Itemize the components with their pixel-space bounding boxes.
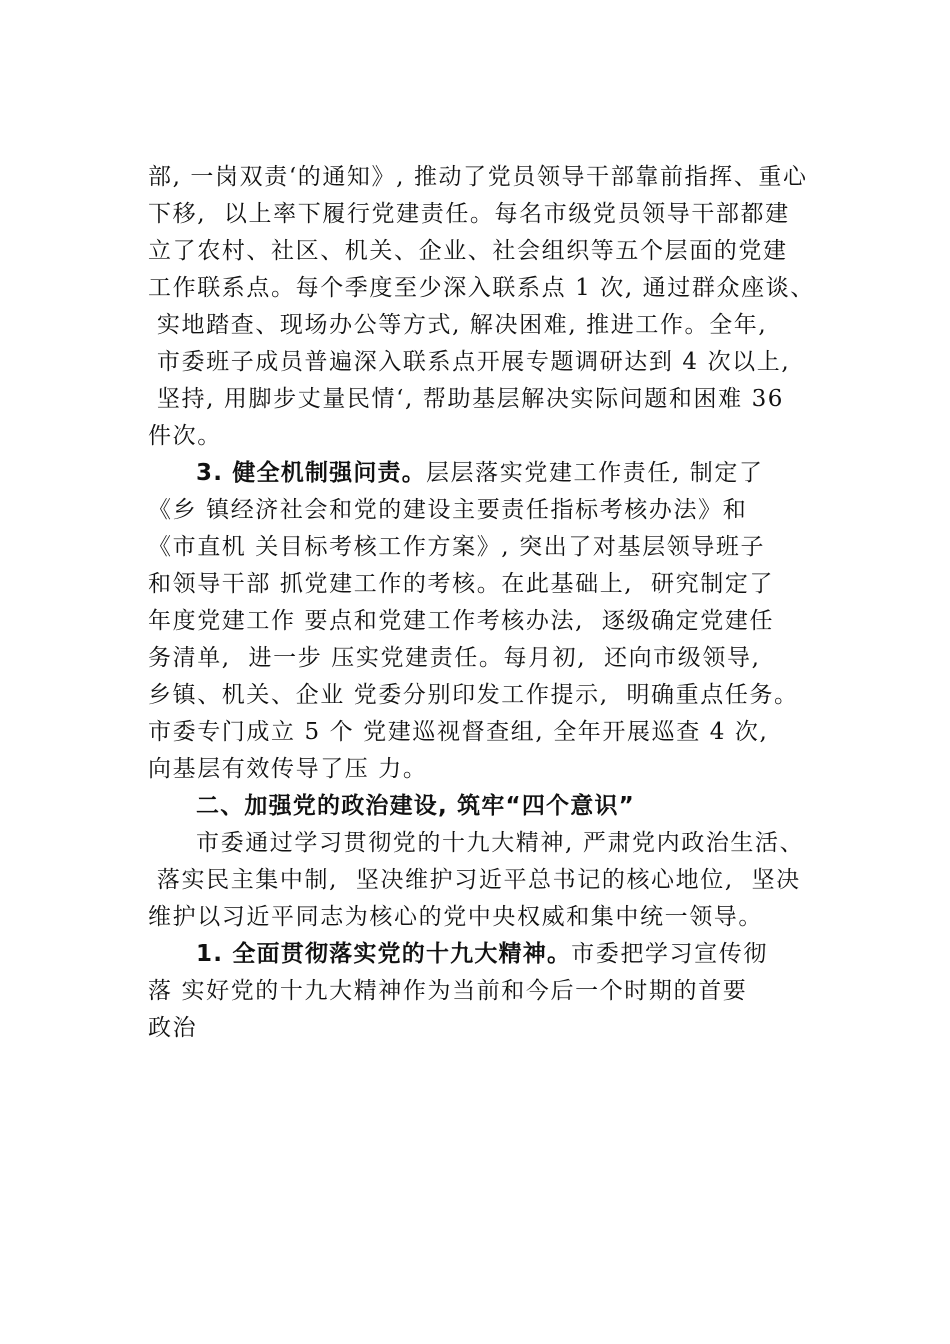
paragraph-line: 维护以习近平同志为核心的党中央权威和集中统一领导。 — [148, 904, 763, 930]
paragraph-line: 市委专门成立 5 个 党建巡视督查组, 全年开展巡查 4 次, — [148, 719, 769, 745]
subheading-line — [196, 939, 768, 969]
paragraph-line: 立了农村、社区、机关、企业、社会组织等五个层面的党建 — [148, 238, 788, 264]
subheading-1: 1. 全面贯彻落实党的十九大精神。 — [196, 941, 572, 967]
paragraph-line: 乡镇、机关、企业 党委分别印发工作提示, 明确重点任务。 — [148, 682, 799, 708]
paragraph-line: 落实民主集中制, 坚决维护习近平总书记的核心地位, 坚决 — [148, 867, 801, 893]
paragraph-line: 件次。 — [148, 423, 222, 449]
paragraph-line: 务清单, 进一步 压实党建责任。每月初, 还向市级领导, — [148, 645, 761, 671]
subheading-3: 3. 健全机制强问责。 — [196, 460, 426, 486]
paragraph-line: 《市直机 关目标考核工作方案》, 突出了对基层领导班子 — [148, 534, 766, 560]
paragraph-line: 和领导干部 抓党建工作的考核。在此基础上, 研究制定了 — [148, 571, 775, 597]
paragraph-line: 向基层有效传导了压 力。 — [148, 756, 428, 782]
subheading-3-text: 层层落实党建工作责任, 制定了 — [425, 460, 764, 486]
paragraph-line: 《乡 镇经济社会和党的建设主要责任指标考核办法》和 — [148, 497, 748, 523]
paragraph-line: 政治 — [148, 1015, 198, 1041]
paragraph-line: 年度党建工作 要点和党建工作考核办法, 逐级确定党建任 — [148, 608, 775, 634]
paragraph-line: 市委通过学习贯彻党的十九大精神, 严肃党内政治生活、 — [196, 830, 805, 856]
paragraph-line: 工作联系点。每个季度至少深入联系点 1 次, 通过群众座谈、 — [148, 275, 815, 301]
section-heading: 二、加强党的政治建设, 筑牢“四个意识” — [196, 793, 635, 819]
paragraph-line: 落 实好党的十九大精神作为当前和今后一个时期的首要 — [148, 978, 748, 1004]
subheading-1-text: 市委把学习宣传彻 — [571, 941, 768, 967]
paragraph-line: 实地踏查、现场办公等方式, 解决困难, 推进工作。全年, — [148, 312, 768, 338]
paragraph-line: 坚持, 用脚步丈量民情‘, 帮助基层解决实际问题和困难 36 — [148, 386, 785, 412]
paragraph-line: 下移, 以上率下履行党建责任。每名市级党员领导干部都建 — [148, 201, 790, 227]
subheading-line — [196, 458, 764, 488]
paragraph-line: 市委班子成员普遍深入联系点开展专题调研达到 4 次以上, — [148, 349, 791, 375]
paragraph-line: 部, 一岗双责‘的通知》, 推动了党员领导干部靠前指挥、重心 — [148, 164, 808, 190]
